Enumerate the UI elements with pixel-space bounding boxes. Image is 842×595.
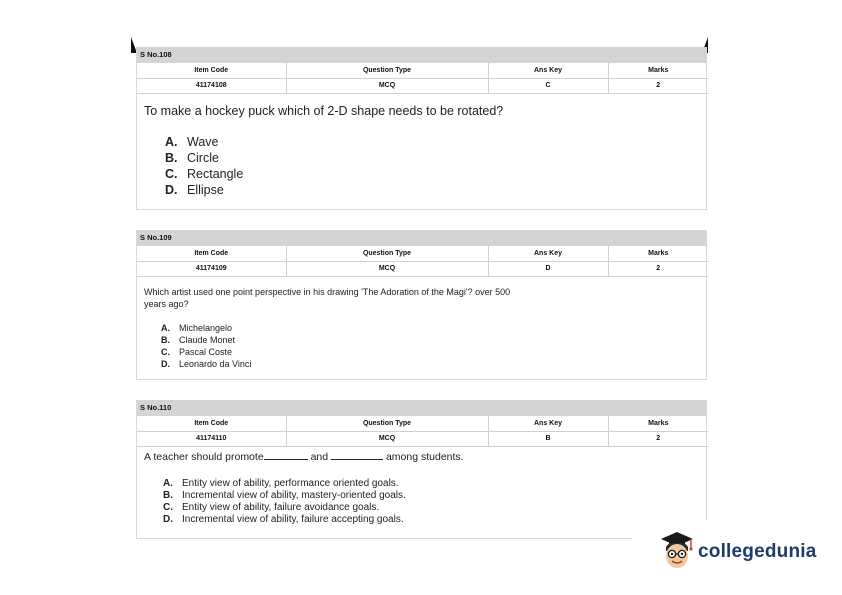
- item-code-header: Item Code: [137, 246, 286, 261]
- option-c: C. Pascal Coste: [161, 347, 233, 357]
- item-code-value: 41174108: [137, 78, 286, 93]
- option-d: D. Ellipse: [165, 183, 224, 197]
- options-list: [165, 134, 243, 198]
- question-text: To make a hockey puck which of 2-D shape needs to be rotated?: [144, 104, 504, 118]
- collegedunia-logo[interactable]: [632, 520, 842, 590]
- option-b: B. Claude Monet: [161, 335, 236, 345]
- option-d: D. Leonardo da Vinci: [161, 359, 252, 369]
- item-code-value: 41174110: [137, 431, 286, 446]
- options-list: [161, 322, 251, 370]
- ans-key-value: B: [488, 431, 608, 446]
- option-d: D. Incremental view of ability, failure accepting goals.: [163, 514, 404, 525]
- question-meta-table: [137, 63, 708, 94]
- marks-header: Marks: [608, 63, 708, 78]
- logo-wordmark: collegedunia: [698, 541, 817, 562]
- question-type-header: Question Type: [286, 63, 488, 78]
- item-code-header: Item Code: [137, 416, 286, 431]
- options-list: [163, 478, 406, 526]
- option-b: B. Incremental view of ability, mastery-oriented goals.: [163, 490, 406, 501]
- option-a: A. Michelangelo: [161, 323, 233, 333]
- marks-header: Marks: [608, 246, 708, 261]
- question-type-value: MCQ: [286, 261, 488, 276]
- marks-header: Marks: [608, 416, 708, 431]
- option-a: A. Wave: [165, 135, 219, 149]
- question-block-110: [136, 400, 707, 539]
- question-block-109: [136, 230, 707, 380]
- option-a: A. Entity view of ability, performance oriented goals.: [163, 478, 399, 489]
- question-type-value: MCQ: [286, 431, 488, 446]
- option-c: C. Rectangle: [165, 167, 244, 181]
- fill-blank-1: [264, 451, 308, 460]
- ans-key-header: Ans Key: [488, 246, 608, 261]
- student-mascot-icon: [658, 529, 696, 573]
- item-code-value: 41174109: [137, 261, 286, 276]
- ans-key-header: Ans Key: [488, 416, 608, 431]
- ans-key-header: Ans Key: [488, 63, 608, 78]
- question-meta-table: [137, 246, 708, 277]
- ans-key-value: C: [488, 78, 608, 93]
- serial-number: S No.110: [137, 400, 706, 416]
- serial-number: S No.108: [137, 47, 706, 63]
- question-block-108: [136, 47, 707, 210]
- marks-value: 2: [608, 78, 708, 93]
- question-text: A teacher should promote and among students.: [144, 451, 464, 463]
- question-type-value: MCQ: [286, 78, 488, 93]
- question-text: Which artist used one point perspective in his drawing 'The Adoration of the Magi'? over 500 years ago?: [144, 287, 511, 309]
- item-code-header: Item Code: [137, 63, 286, 78]
- question-meta-table: [137, 416, 708, 447]
- question-type-header: Question Type: [286, 246, 488, 261]
- serial-number: S No.109: [137, 230, 706, 246]
- question-type-header: Question Type: [286, 416, 488, 431]
- marks-value: 2: [608, 261, 708, 276]
- option-b: B. Circle: [165, 151, 219, 165]
- marks-value: 2: [608, 431, 708, 446]
- fill-blank-2: [331, 451, 383, 460]
- ans-key-value: D: [488, 261, 608, 276]
- option-c: C. Entity view of ability, failure avoidance goals.: [163, 502, 380, 513]
